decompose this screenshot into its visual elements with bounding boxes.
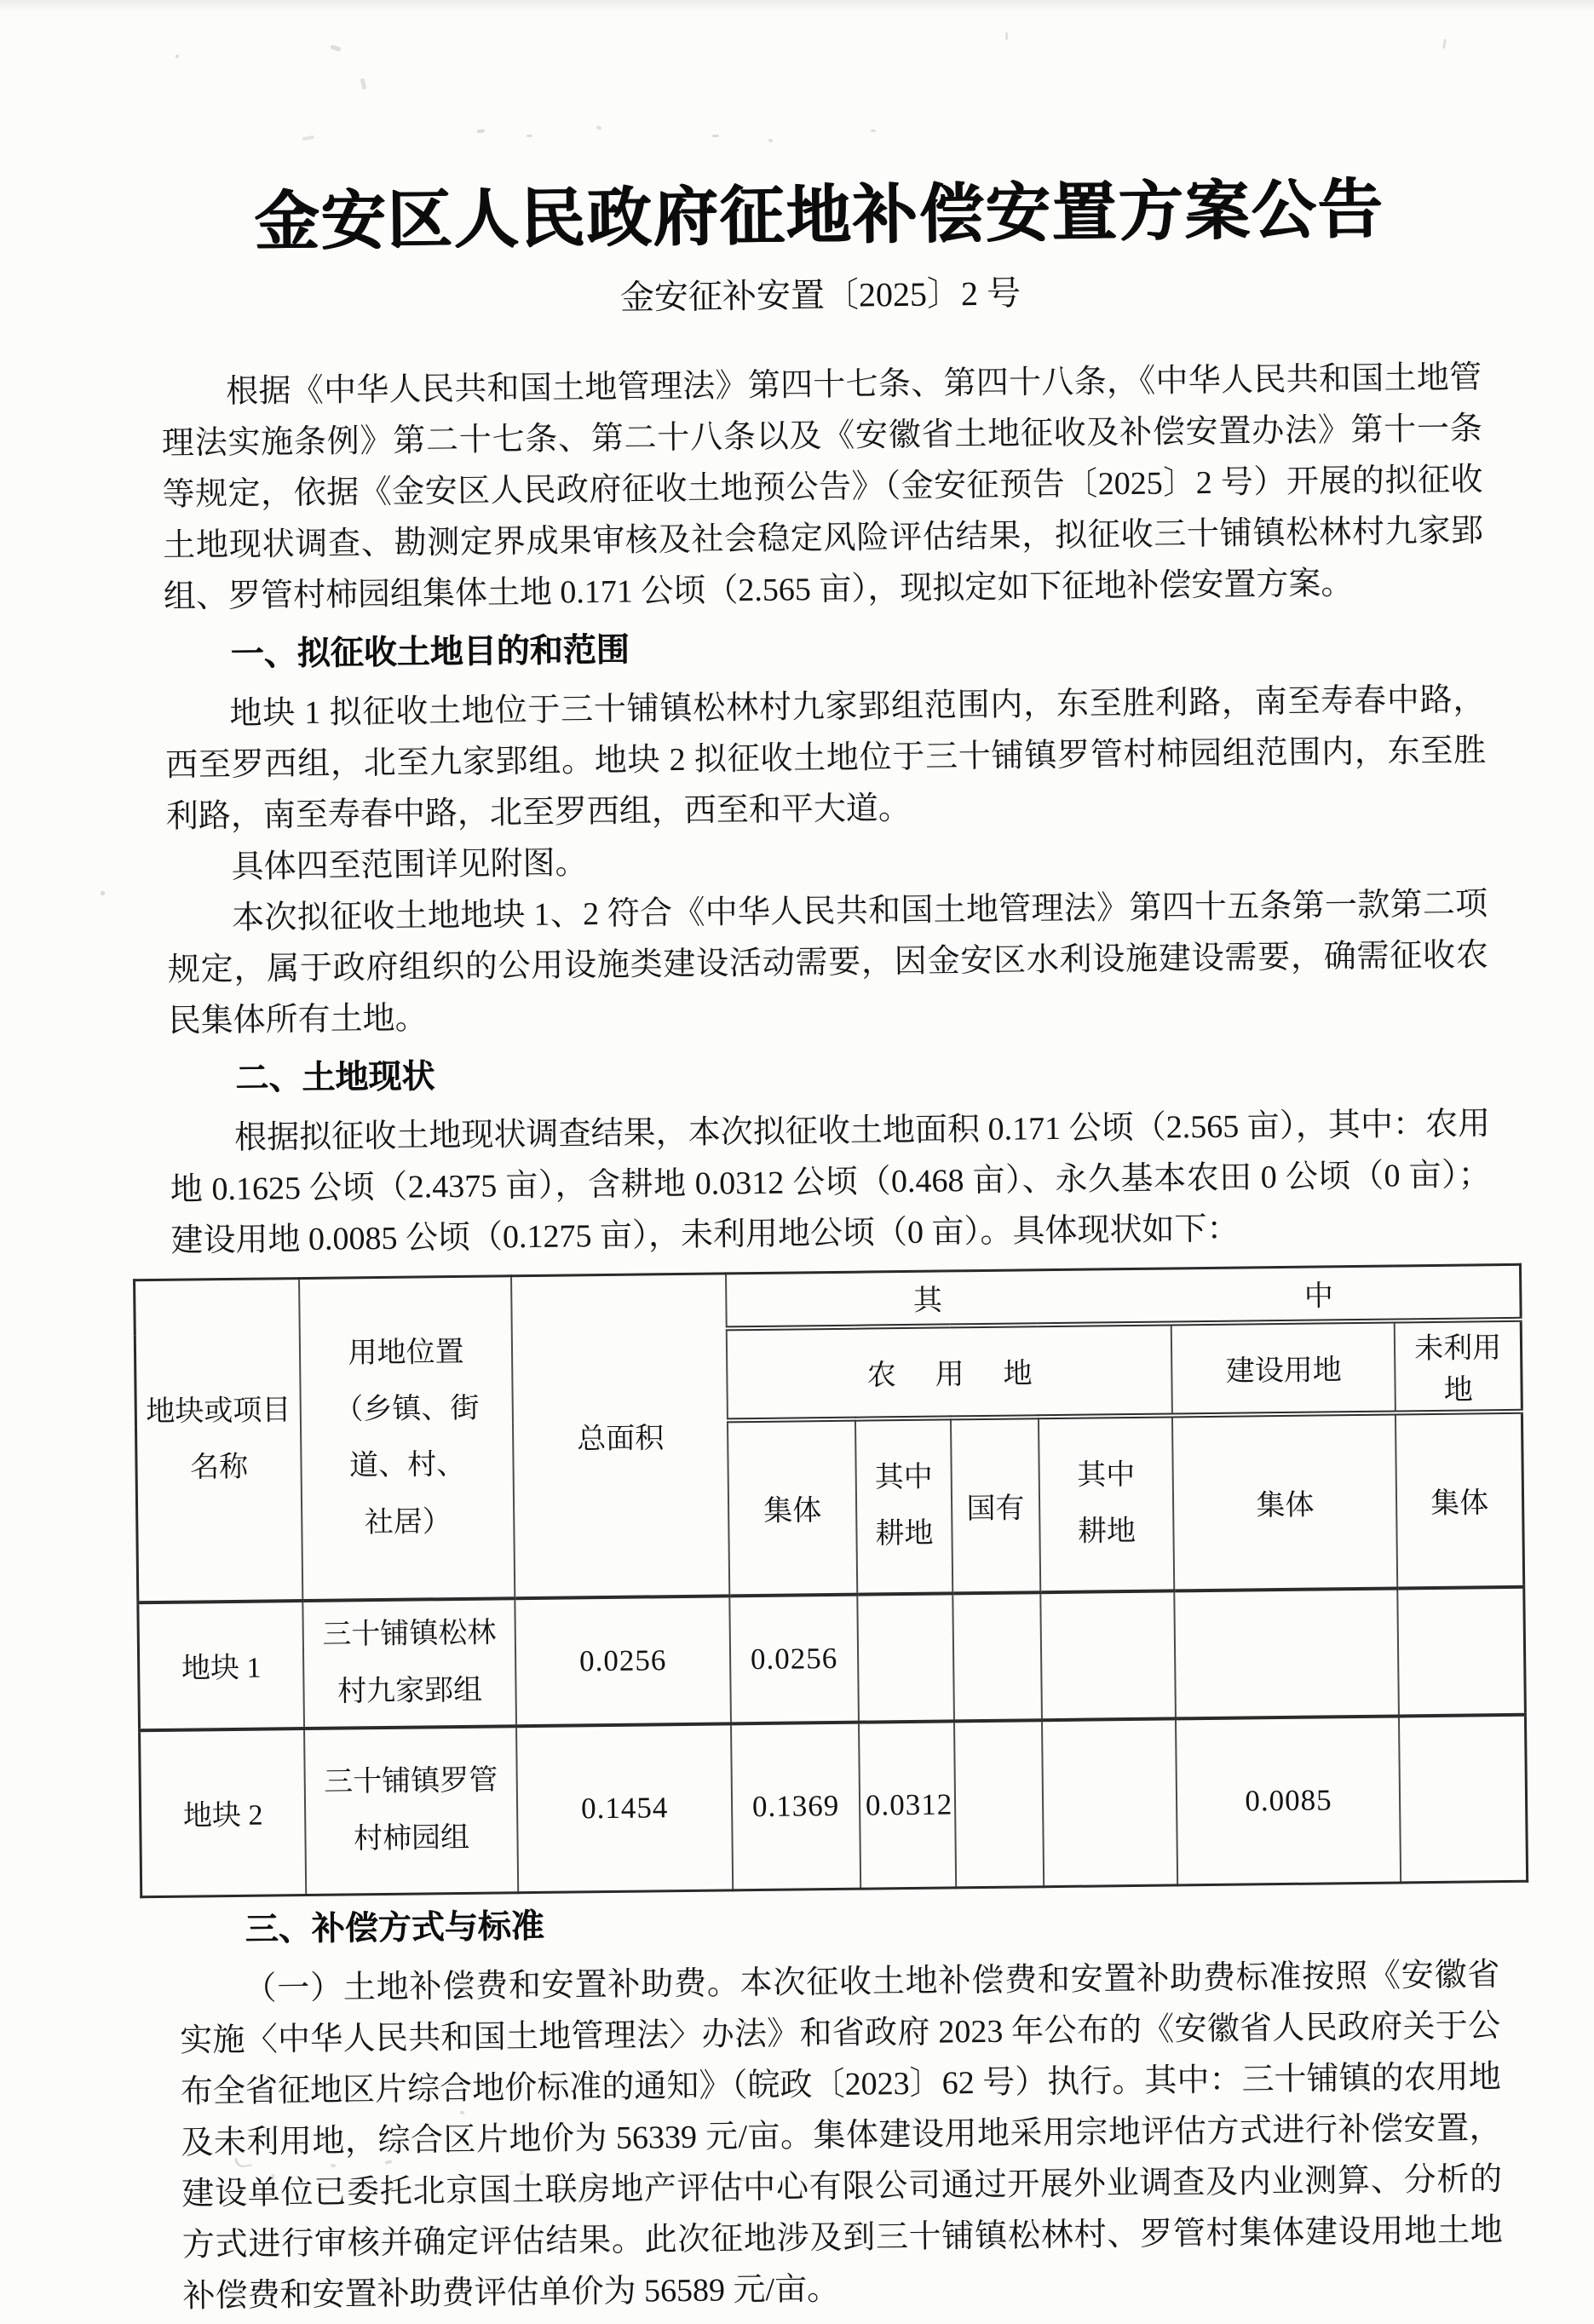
parcel-agri-cultivated: [857, 1593, 954, 1722]
subheader-state-owned: 国有: [951, 1417, 1040, 1593]
paragraph-legal-basis: 根据《中华人民共和国土地管理法》第四十七条、第四十八条，《中华人民共和国土地管理法实施条例》第二十七条、第二十八条以及《安徽省土地征收及补偿安置办法》第十一条等规定，依据《金安区人民政府征收土地预公告》（金安征预告〔2025〕2 号）开展的拟征收土地现状调查、勘测定界成果审核及社会稳定风险评估结果，拟征收三十铺镇松林村九家郢组、罗管村柿园组集体土地 0.171 公顷（2.565 亩），现拟定如下征地补偿安置方案。: [161, 360, 1484, 615]
parcel-name: 地块 1: [138, 1601, 304, 1730]
section-heading-purpose-scope: 一、拟征收土地目的和范围: [230, 631, 630, 673]
parcel-total-area: 0.0256: [515, 1596, 731, 1726]
parcel-construction-collective: [1175, 1588, 1400, 1718]
column-header-agricultural-land: 农 用 地: [727, 1323, 1172, 1420]
column-header-parcel-name: 地块或项目名称: [135, 1279, 303, 1602]
parcel-state-owned: [952, 1592, 1041, 1721]
table-row-parcel-2: [140, 1714, 1528, 1896]
parcel-construction-collective: 0.0085: [1176, 1716, 1401, 1885]
subheader-agri-cultivated: 其中 耕地: [855, 1418, 953, 1594]
table-header: [135, 1264, 1524, 1602]
paragraph-see-attached-map: 具体四至范围详见附图。: [231, 845, 588, 885]
document-body: [146, 352, 1504, 2321]
subheader-state-cultivated: 其中 耕地: [1039, 1415, 1175, 1592]
paragraph-land-status-summary: 根据拟征收土地现状调查结果，本次拟征收土地面积 0.171 公顷（2.565 亩），其中：农用地 0.1625 公顷（2.4375 亩），含耕地 0.0312 公顷（0.468 亩）、永久基本农田 0 公顷（0 亩）；建设用地 0.0085 公顷（0.1275 亩），未利用地公顷（0 亩）。具体现状如下：: [170, 1106, 1491, 1259]
section-heading-compensation: 三、补偿方式与标准: [245, 1907, 544, 1948]
column-header-unused-land: 未利用地: [1395, 1319, 1522, 1412]
parcel-location: 三十铺镇松林村九家郢组: [302, 1598, 516, 1729]
parcel-state-cultivated: [1042, 1718, 1178, 1887]
subheader-construction-collective: 集体: [1172, 1412, 1397, 1591]
document-number: 金安征补安置〔2025〕2 号: [619, 273, 1021, 317]
paragraph-parcel-boundaries: 地块 1 拟征收土地位于三十铺镇松林村九家郢组范围内，东至胜利路，南至寿春中路，西至罗西组，北至九家郢组。地块 2 拟征收土地位于三十铺镇罗管村柿园组范围内，东至胜利路，南至寿春中路，北至罗西组，西至和平大道。: [164, 682, 1487, 835]
column-header-construction-land: 建设用地: [1171, 1320, 1395, 1415]
subheader-agri-collective: 集体: [728, 1418, 857, 1596]
parcel-unused-collective: [1399, 1714, 1527, 1883]
parcel-total-area: 0.1454: [516, 1723, 733, 1893]
parcel-state-cultivated: [1040, 1591, 1177, 1720]
parcel-unused-collective: [1398, 1586, 1526, 1716]
parcel-agri-collective: 0.0256: [729, 1594, 858, 1723]
column-header-among: [726, 1264, 1521, 1328]
among-char-left: 其: [912, 1285, 943, 1318]
parcel-agri-cultivated: 0.0312: [859, 1721, 956, 1889]
land-status-table: [133, 1263, 1528, 1898]
parcel-agri-collective: 0.1369: [731, 1722, 860, 1890]
paragraph-legal-conformity: 本次拟征收土地地块 1、2 符合《中华人民共和国土地管理法》第四十五条第一款第二项规定，属于政府组织的公用设施类建设活动需要，因金安区水利设施建设需要，确需征收农民集体所有土地。: [167, 886, 1489, 1039]
paragraph-compensation-standards: （一）土地补偿费和安置补助费。本次征收土地补偿费和安置补助费标准按照《安徽省实施〈中华人民共和国土地管理法〉办法》和省政府 2023 年公布的《安徽省人民政府关于公布全省征地区片综合地价标准的通知》（皖政〔2023〕62 号）执行。其中：三十铺镇的农用地及未利用地，综合区片地价为 56339 元/亩。集体建设用地采用宗地评估方式进行补偿安置，建设单位已委托北京国土联房地产评估中心有限公司通过开展外业调查及内业测算、分析的方式进行审核并确定评估结果。此次征地涉及到三十铺镇松林村、罗管村集体建设用地土地补偿费和安置补助费评估单价为 56589 元/亩。: [179, 1957, 1504, 2315]
document-title: 金安区人民政府征地补偿安置方案公告: [254, 173, 1385, 259]
section-heading-land-status: 二、土地现状: [235, 1058, 435, 1097]
parcel-location: 三十铺镇罗管村柿园组: [304, 1726, 518, 1895]
parcel-name: 地块 2: [140, 1729, 307, 1897]
subheader-unused-collective: 集体: [1395, 1411, 1523, 1588]
column-header-total-area: 总面积: [511, 1274, 729, 1598]
parcel-state-owned: [954, 1720, 1044, 1888]
among-char-right: 中: [1303, 1280, 1334, 1313]
table-row-parcel-1: [138, 1586, 1526, 1729]
column-header-location: 用地位置 （乡镇、街道、村、 社居）: [299, 1276, 515, 1601]
